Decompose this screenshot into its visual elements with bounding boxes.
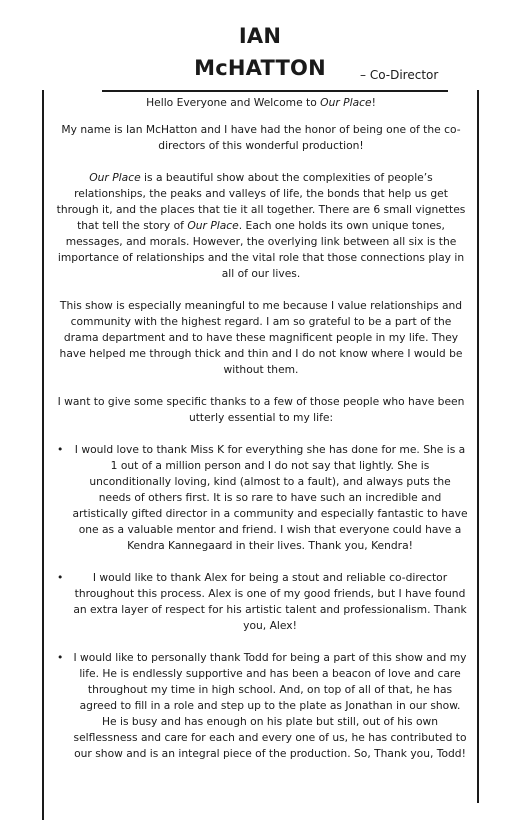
left-border-line bbox=[42, 90, 44, 820]
right-border-line bbox=[477, 90, 479, 803]
bullet-icon: • bbox=[57, 443, 64, 456]
bullet-icon: • bbox=[57, 651, 64, 664]
role-label: – Co-Director bbox=[360, 68, 439, 82]
header-rule bbox=[102, 90, 448, 92]
meaning-paragraph: This show is especially meaningful to me because I value relationships and community with the highest regard. I am so grateful to be a part of the drama department and to have these magnificent people in my life. They have helped me through thick and thin and I do not know where I would be without them. bbox=[59, 299, 463, 376]
name-first-line: IAN bbox=[238, 24, 282, 48]
list-item: • I would love to thank Miss K for everything she has done for me. She is a 1 out of a million person and I do not say that lightly. She is unconditionally loving, kind (almost to a fault), and always puts the needs of others first. It is so rare to have such an incredible and artistically gifted director in a community and especially fantastic to have one as a valuable mentor and friend. I wish that everyone could have a Kendra Kannegaard in their lives. Thank you, Kendra! bbox=[57, 443, 468, 552]
thanks-intro-paragraph: I want to give some specific thanks to a few of those people who have been utterly essential to my life: bbox=[57, 395, 465, 424]
letter-body bbox=[52, 95, 470, 778]
list-item: • I would like to thank Alex for being a stout and reliable co-director throughout this process. Alex is one of my good friends, but I have found an extra layer of respect for his artistic talent and professionalism. Thank you, Alex! bbox=[57, 571, 467, 632]
intro-paragraph: My name is Ian McHatton and I have had the honor of being one of the co-directors of this wonderful production! bbox=[61, 123, 461, 152]
show-description-paragraph: Our Place is a beautiful show about the complexities of people’s relationships, the peaks and valleys of life, the bonds that help us get through it, and the places that tie it all together. There are 6 small vignettes that tell the story of Our Place. Each one holds its own unique tones, messages, and morals. However, the overlying link between all six is the importance of relationships and the vital role that those connections play in all of our lives. bbox=[56, 171, 466, 280]
list-item: • I would like to personally thank Todd for being a part of this show and my life. He is endlessly supportive and has been a beacon of love and care throughout my time in high school. And, on top of all of that, he has agreed to fill in a role and step up to the plate as Jonathan in our show. He is busy and has enough on his plate but still, out of his own selflessness and care for each and every one of us, he has contributed to our show and is an integral piece of the production. So, Thank you, Todd! bbox=[57, 651, 467, 760]
name-last-line: McHATTON bbox=[194, 56, 326, 80]
bullet-icon: • bbox=[57, 571, 64, 584]
greeting: Hello Everyone and Welcome to Our Place! bbox=[146, 96, 376, 109]
thanks-list bbox=[52, 442, 470, 762]
